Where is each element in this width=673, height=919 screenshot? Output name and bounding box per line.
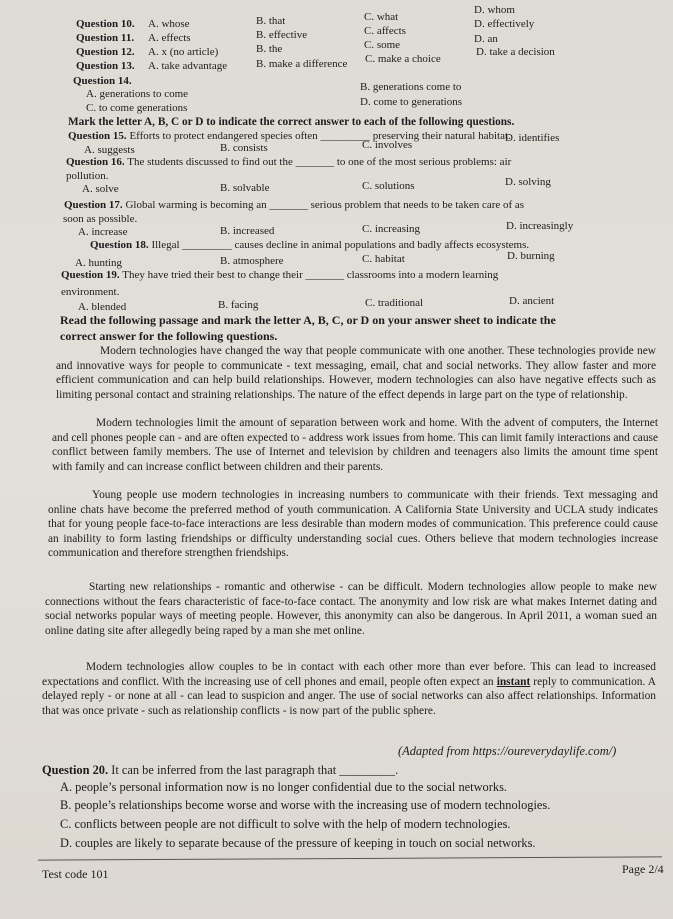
q15-stem-post: preserving their natural habitat. [372, 130, 511, 142]
instruction-grammar: Mark the letter A, B, C or D to indicate the correct answer to each of the following questions. [68, 116, 515, 128]
q10-option-c: C. what [364, 11, 399, 23]
q16-option-a: A. solve [82, 183, 119, 195]
q11-option-c: C. affects [364, 25, 406, 37]
q12-option-c: C. some [364, 39, 401, 51]
q15-option-d: D. identifies [505, 132, 560, 144]
passage-p5-post: reply to communication. A delayed reply - or none at all - can lead to suspicion and anger. The use of social networks can also affect relationships. Information that was once private - such as relationship conflicts - is now part of the public sphere. [42, 675, 656, 717]
passage-paragraph-1: Modern technologies have changed the way that people communicate with one another. These technologies provide new and innovative ways for people to communicate - text messaging, email, chat and social networks. They allow faster and more efficient communication and can help build relationships. However, modern technologies can also have negative effects such as limiting personal contact and straining relationships. The nature of the effect depends in large part on the type of relationship. [56, 345, 656, 401]
q14-option-d: D. come to generations [360, 96, 463, 108]
q12-option-d: D. an [474, 33, 498, 45]
q12-option-a: A. x (no article) [148, 46, 219, 58]
q19-label: Question 19. [61, 269, 120, 281]
passage-source: (Adapted from https://oureverydaylife.com/) [398, 744, 617, 758]
q18-label: Question 18. [90, 239, 149, 251]
q11-option-d: D. effectively [474, 18, 535, 30]
passage-p5-pre: Modern technologies allow couples to be in contact with each other more than ever before. This can lead to increased expectations and conflict. With the increasing use of cell phones and email, people often expect an [42, 661, 656, 688]
passage-paragraph-4: Starting new relationships - romantic and otherwise - can be difficult. Modern technologies allow people to make new connections without the fears characteristic of face-to-face contact. The anonymity and low risk are what makes Internet dating and social networks popular ways of meeting people. However, this anonymity can also be dangerous. In April 2011, a woman sued an online dating site after allegedly being raped by a man she met online. [45, 581, 657, 637]
q16-option-b: B. solvable [220, 182, 270, 194]
q19-stem-pre: They have tried their best to change their [122, 269, 303, 281]
q11-option-a: A. effects [148, 32, 191, 44]
q10-option-b: B. that [256, 15, 286, 27]
q17-option-d: D. increasingly [506, 220, 574, 232]
q17-label: Question 17. [64, 199, 123, 211]
page-number: Page 2/4 [622, 862, 664, 876]
q17-stem-post: serious problem that needs to be taken care of as [310, 199, 525, 211]
q20-option-a: A. people’s personal information now is no longer confidential due to the social networks. [60, 780, 507, 794]
q19-stem-cont: environment. [61, 286, 120, 298]
q17-option-b: B. increased [220, 225, 275, 237]
q15-stem-pre: Efforts to protect endangered species often [129, 130, 318, 142]
q15-option-c: C. involves [362, 139, 413, 151]
q17-option-a: A. increase [78, 226, 128, 238]
passage-paragraph-2: Modern technologies limit the amount of separation between work and home. With the advent of computers, the Internet and cell phones people can - and are often expected to - address work issues from home. This can limit family interactions and cause conflict between family members. The use of Internet and television by children and teenagers also limits the amount time spent with family and can increase conflict between children and their parents. [52, 417, 658, 473]
q15-option-b: B. consists [220, 142, 268, 154]
q10-option-d: D. whom [474, 4, 515, 16]
q15-stem [68, 130, 511, 142]
q13-option-a: A. take advantage [148, 60, 228, 72]
instruction-reading-line2: correct answer for the following questions. [60, 329, 278, 343]
q11-label: Question 11. [76, 32, 135, 44]
q17-stem [64, 199, 524, 211]
highlighted-word-instant: instant [496, 675, 531, 688]
q15-label: Question 15. [68, 130, 127, 142]
q18-stem-post: causes decline in animal populations and badly affects ecosystems. [234, 239, 530, 251]
q18-option-d: D. burning [507, 250, 555, 262]
q20-option-d: D. couples are likely to separate because of the pressure of keeping in touch on social networks. [60, 836, 536, 850]
q12-label: Question 12. [76, 46, 135, 58]
q19-option-b: B. facing [218, 299, 259, 311]
q13-option-d: D. take a decision [476, 46, 555, 58]
q14-option-a: A. generations to come [86, 88, 189, 100]
q18-option-c: C. habitat [362, 253, 405, 265]
q14-label: Question 14. [73, 75, 132, 87]
q16-stem-cont: pollution. [66, 170, 109, 182]
q19-option-c: C. traditional [365, 297, 424, 309]
q20-blank: _________. [339, 763, 399, 777]
q17-stem-pre: Global warming is becoming an [125, 199, 267, 211]
q16-stem-pre: The students discussed to find out the [127, 156, 293, 168]
q16-stem-post: to one of the most serious problems: air [336, 156, 512, 168]
test-code: Test code 101 [42, 867, 109, 881]
passage-paragraph-5 [42, 660, 656, 718]
q20-stem [42, 763, 398, 778]
q19-option-a: A. blended [78, 301, 127, 313]
q13-option-b: B. make a difference [256, 58, 348, 70]
q19-stem-post: classrooms into a modern learning [346, 269, 499, 281]
q10-option-a: A. whose [148, 18, 190, 30]
q19-option-d: D. ancient [509, 295, 555, 307]
q12-option-b: B. the [256, 43, 283, 55]
q19-stem [61, 269, 498, 281]
q13-label: Question 13. [76, 60, 135, 72]
q20-label: Question 20. [42, 763, 109, 777]
q20-stem-text: It can be inferred from the last paragraph that [111, 763, 337, 777]
q16-option-d: D. solving [505, 176, 551, 188]
q14-option-b: B. generations come to [360, 81, 462, 93]
q18-blank: _________ [182, 239, 232, 251]
q17-option-c: C. increasing [362, 223, 421, 235]
q18-stem [90, 239, 529, 251]
q17-blank: _______ [269, 199, 308, 211]
q18-option-b: B. atmosphere [220, 255, 284, 267]
passage-paragraph-3: Young people use modern technologies in increasing numbers to communicate with their friends. Text messaging and online chats have become the preferred method of youth communication. A California State University and UCLA study indicates that for young people face-to-face interactions are less desirable than modern modes of communication. This preference could cause an inability to form lasting friendships or difficulty understanding social cues. Others believe that modern technologies increase communication and therefore strengthen friendships. [48, 489, 658, 560]
q18-stem-pre: Illegal [151, 239, 180, 251]
q17-stem-cont: soon as possible. [63, 213, 138, 225]
q19-blank: _______ [305, 269, 345, 281]
instruction-reading-line1: Read the following passage and mark the letter A, B, C, or D on your answer sheet to indicate the [60, 313, 556, 327]
q15-option-a: A. suggests [84, 144, 135, 156]
q10-label: Question 10. [76, 18, 135, 30]
footer-divider [38, 856, 662, 860]
q13-option-c: C. make a choice [365, 53, 441, 65]
q16-blank: _______ [295, 156, 335, 168]
q15-blank: _________ [320, 130, 370, 142]
q18-option-a: A. hunting [75, 257, 123, 269]
q14-option-c: C. to come generations [86, 102, 188, 114]
q16-label: Question 16. [66, 156, 125, 168]
q11-option-b: B. effective [256, 29, 308, 41]
q20-option-c: C. conflicts between people are not difficult to solve with the help of modern technologies. [60, 817, 511, 831]
q20-option-b: B. people’s relationships become worse and worse with the increasing use of modern technologies. [60, 798, 551, 812]
q16-stem [66, 156, 511, 168]
q16-option-c: C. solutions [362, 180, 415, 192]
